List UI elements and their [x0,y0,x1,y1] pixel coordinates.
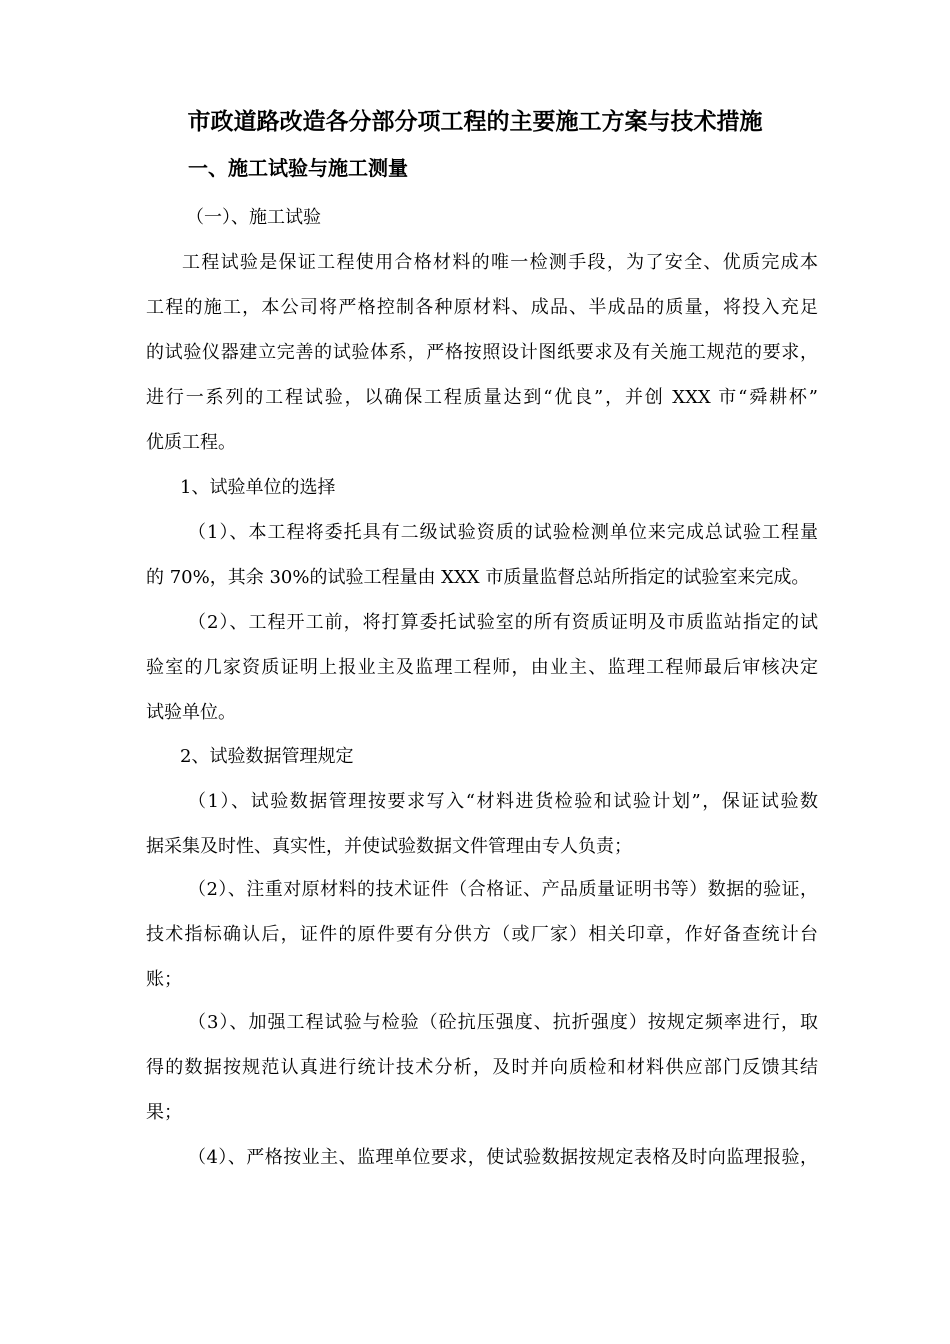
intro-line-1: 工程试验是保证工程使用合格材料的唯一检测手段，为了安全、优质完成本 [182,252,818,273]
section-2-item-3-line-3: 果； [146,1102,182,1123]
intro-line-3: 的试验仪器建立完善的试验体系，严格按照设计图纸要求及有关施工规范的要求， [146,342,818,363]
document-title: 市政道路改造各分部分项工程的主要施工方案与技术措施 [187,109,763,135]
section-2-item-2-line-2: 技术指标确认后，证件的原件要有分供方（或厂家）相关印章，作好备查统计台 [146,924,818,945]
section-1-item-2-line-2: 验室的几家资质证明上报业主及监理工程师，由业主、监理工程师最后审核决定 [146,657,818,678]
section-2-item-4-line-1: （4）、严格按业主、监理单位要求，使试验数据按规定表格及时向监理报验， [188,1147,818,1168]
section-2-item-1-line-2: 据采集及时性、真实性，并使试验数据文件管理由专人负责； [146,836,632,857]
section-2-item-3-line-1: （3）、加强工程试验与检验（砼抗压强度、抗折强度）按规定频率进行，取 [188,1012,818,1033]
section-2-item-2-line-1: （2）、注重对原材料的技术证件（合格证、产品质量证明书等）数据的验证， [188,879,818,900]
section-2-heading-block [146,734,818,779]
intro-line-5: 优质工程。 [146,432,236,453]
intro-line-2: 工程的施工，本公司将严格控制各种原材料、成品、半成品的质量，将投入充足 [146,297,818,318]
section-1-item-2-line-3: 试验单位。 [146,702,236,723]
subheading-construction-testing: （一）、施工试验 [186,207,321,228]
section-1-item-1 [146,510,818,600]
section-1-item-2-line-1: （2）、工程开工前，将打算委托试验室的所有资质证明及市质监站指定的试 [188,612,818,633]
section-2-item-1 [146,779,818,869]
section-1-item-1-line-1: （1）、本工程将委托具有二级试验资质的试验检测单位来完成总试验工程量 [188,522,818,543]
section-1-item-1-line-2: 的 70%，其余 30%的试验工程量由 XXX 市质量监督总站所指定的试验室来完成。 [146,567,810,588]
heading-construction-testing-and-survey: 一、施工试验与施工测量 [188,156,408,180]
section-2-item-3-line-2: 得的数据按规范认真进行统计技术分析，及时并向质检和材料供应部门反馈其结 [146,1057,818,1078]
section-1-item-2 [146,600,818,735]
intro-paragraph [146,240,818,465]
section-2-item-1-line-1: （1）、试验数据管理按要求写入“材料进货检验和试验计划”，保证试验数 [188,791,818,812]
section-2-item-3 [146,1000,818,1135]
section-2-item-2 [146,867,818,1002]
section-1-title: 1、试验单位的选择 [180,477,336,498]
section-2-title: 2、试验数据管理规定 [180,746,354,767]
subheading-construction-testing-block [146,195,818,240]
intro-line-4: 进行一系列的工程试验，以确保工程质量达到“优良”，并创 XXX 市“舜耕杯” [146,387,818,408]
section-1-heading-block [146,465,818,510]
section-2-item-2-line-3: 账； [146,969,182,990]
section-2-item-4 [146,1135,818,1180]
